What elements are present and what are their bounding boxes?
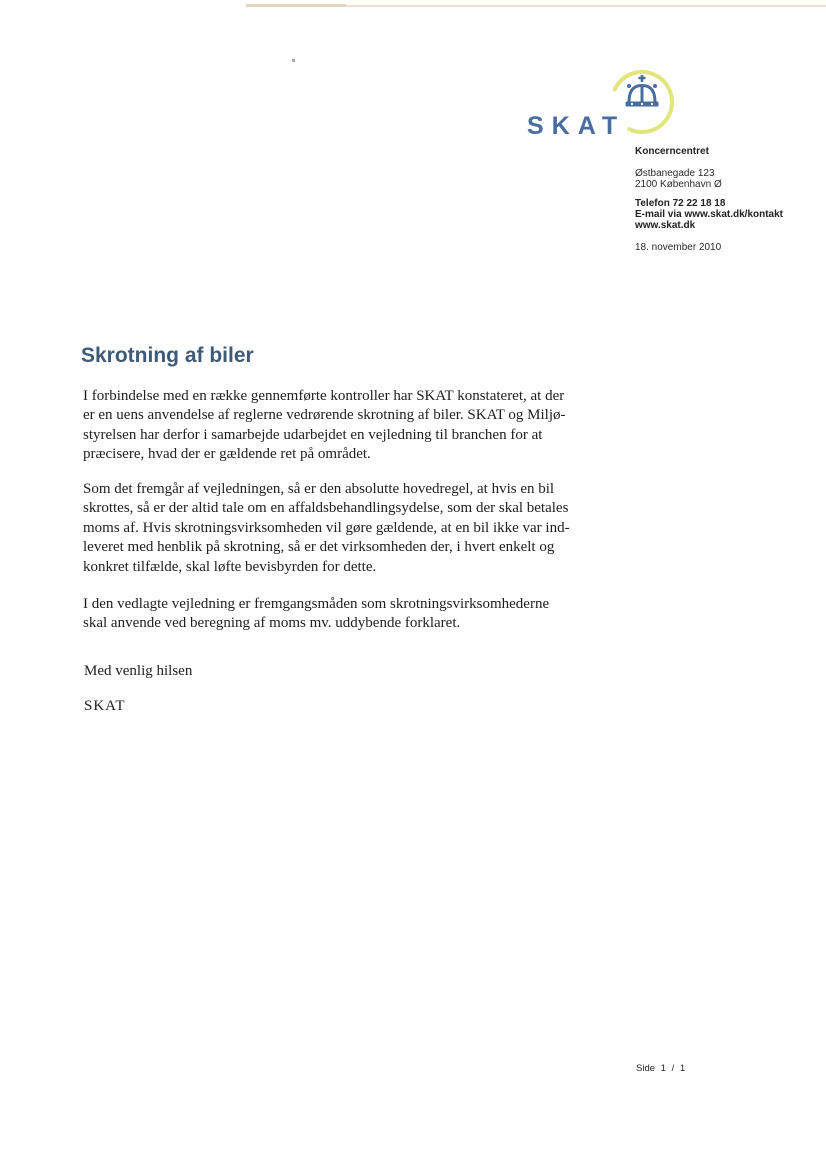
sender-city: 2100 København Ø	[635, 179, 722, 190]
sender-email: E-mail via www.skat.dk/kontakt	[635, 209, 784, 220]
scan-artifact-speck	[292, 59, 295, 62]
sender-website: www.skat.dk	[635, 220, 696, 231]
letter-closing: Med venlig hilsen	[84, 663, 193, 679]
paragraph-2	[83, 480, 570, 577]
text-line: er en uens anvendelse af reglerne vedrørende skrotning af biler. SKAT og Miljø-	[83, 407, 566, 424]
text-line: leveret med henblik på skrotning, så er det virksomheden der, i hvert enkelt og	[83, 539, 555, 556]
text-line: styrelsen har derfor i samarbejde udarbejdet en vejledning til branchen for at	[83, 426, 543, 443]
page-number-label: Side 1 / 1	[636, 1063, 686, 1074]
skat-logo-wordmark: SKAT	[527, 112, 626, 140]
text-line: I den vedlagte vejledning er fremgangsmåden som skrotningsvirksomhederne	[83, 596, 550, 612]
sender-address-block	[635, 146, 783, 253]
paragraph-3	[83, 595, 549, 634]
letter-date: 18. november 2010	[635, 242, 722, 253]
text-line: skal anvende ved beregning af moms mv. uddybende forklaret.	[83, 615, 461, 632]
text-line: Som det fremgår af vejledningen, så er den absolutte hovedregel, at hvis en bil	[83, 481, 555, 497]
text-line: moms af. Hvis skrotningsvirksomheden vil gøre gældende, at en bil ikke var ind-	[83, 519, 570, 536]
text-line: præcisere, hvad der er gældende ret på området.	[83, 446, 371, 463]
text-line: I forbindelse med en række gennemførte kontroller har SKAT konstateret, at der	[83, 388, 565, 404]
sender-street: Østbanegade 123	[635, 168, 715, 179]
sender-department: Koncerncentret	[635, 146, 709, 157]
text-line: skrottes, så er der altid tale om en affaldsbehandlingsydelse, som der skal betales	[83, 500, 569, 517]
text-line: konkret tilfælde, skal løfte bevisbyrden for dette.	[83, 558, 377, 575]
scan-artifact-line-dark	[246, 4, 346, 7]
sender-phone: Telefon 72 22 18 18	[635, 198, 726, 209]
paragraph-1	[83, 387, 566, 465]
letter-signature: SKAT	[84, 698, 126, 714]
letter-title: Skrotning af biler	[81, 344, 254, 367]
